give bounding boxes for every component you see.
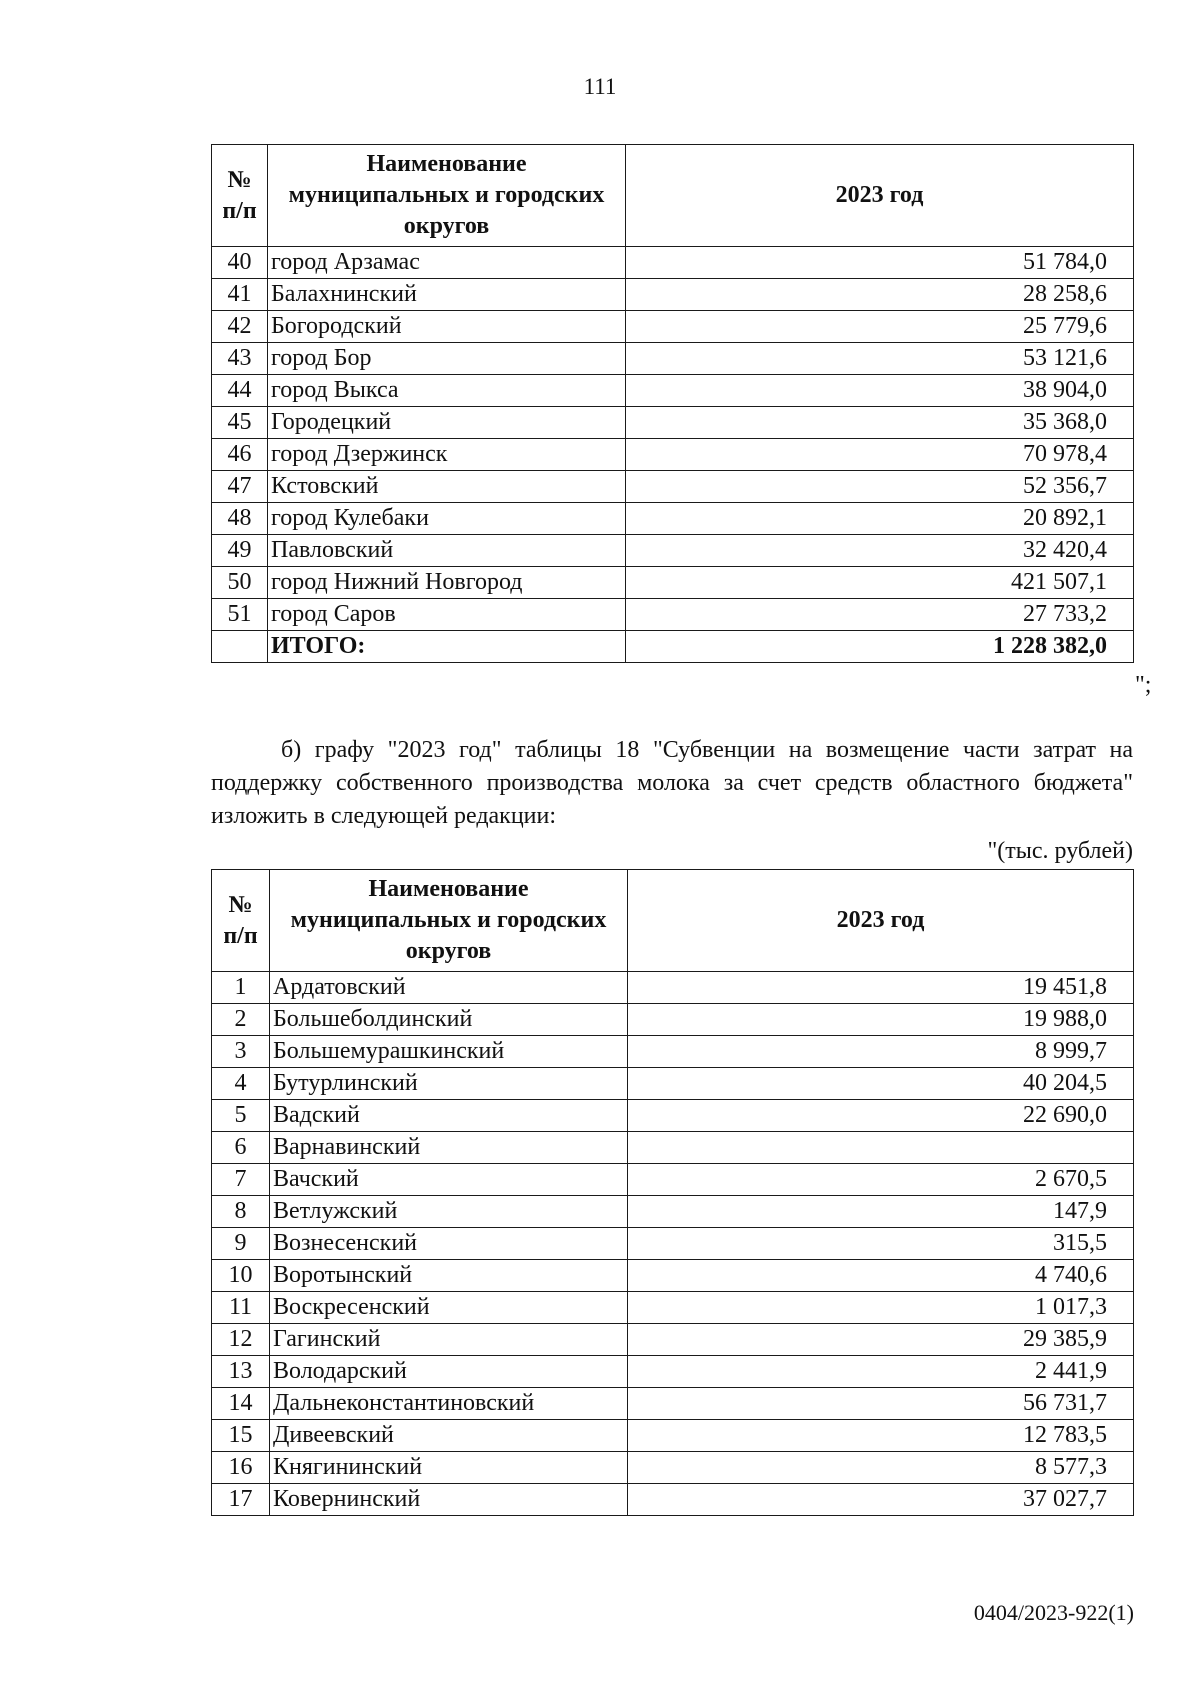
- table-row: [212, 311, 1134, 343]
- header-name: Наименование муниципальных и городских округов: [268, 145, 626, 247]
- row-number: 41: [212, 279, 268, 311]
- row-value: 53 121,6: [626, 343, 1134, 375]
- row-value: 20 892,1: [626, 503, 1134, 535]
- table-row: [212, 1004, 1134, 1036]
- page-number: 111: [583, 74, 617, 99]
- total-label: ИТОГО:: [268, 631, 626, 663]
- row-name: город Нижний Новгород: [268, 567, 626, 599]
- table-row: [212, 1164, 1134, 1196]
- table-row: [212, 343, 1134, 375]
- row-number: 42: [212, 311, 268, 343]
- table-row: [212, 503, 1134, 535]
- row-number: 7: [212, 1164, 270, 1196]
- row-name: город Бор: [268, 343, 626, 375]
- row-value: 37 027,7: [628, 1484, 1134, 1516]
- row-name: город Дзержинск: [268, 439, 626, 471]
- row-name: Бутурлинский: [270, 1068, 628, 1100]
- row-name: Дивеевский: [270, 1420, 628, 1452]
- row-value: 35 368,0: [626, 407, 1134, 439]
- row-name: Ветлужский: [270, 1196, 628, 1228]
- row-number: 1: [212, 972, 270, 1004]
- table-header-row: [212, 870, 1134, 972]
- row-value: 38 904,0: [626, 375, 1134, 407]
- row-number: 11: [212, 1292, 270, 1324]
- table-row: [212, 247, 1134, 279]
- row-value: 51 784,0: [626, 247, 1134, 279]
- row-value: 56 731,7: [628, 1388, 1134, 1420]
- table-row: [212, 1452, 1134, 1484]
- table-row: [212, 1324, 1134, 1356]
- table-row: [212, 567, 1134, 599]
- row-name: город Саров: [268, 599, 626, 631]
- row-name: город Выкса: [268, 375, 626, 407]
- row-number: 51: [212, 599, 268, 631]
- row-number: 49: [212, 535, 268, 567]
- row-value: 2 670,5: [628, 1164, 1134, 1196]
- row-name: Городецкий: [268, 407, 626, 439]
- row-number: 15: [212, 1420, 270, 1452]
- table-row: [212, 375, 1134, 407]
- row-value: 4 740,6: [628, 1260, 1134, 1292]
- table-row: [212, 1420, 1134, 1452]
- row-value: 25 779,6: [626, 311, 1134, 343]
- row-name: Гагинский: [270, 1324, 628, 1356]
- row-value: [628, 1132, 1134, 1164]
- row-value: 40 204,5: [628, 1068, 1134, 1100]
- row-name: город Арзамас: [268, 247, 626, 279]
- table-row: [212, 471, 1134, 503]
- row-number: 6: [212, 1132, 270, 1164]
- row-name: Ковернинский: [270, 1484, 628, 1516]
- table-row: [212, 1100, 1134, 1132]
- row-value: 8 999,7: [628, 1036, 1134, 1068]
- table-row: [212, 1292, 1134, 1324]
- row-name: город Кулебаки: [268, 503, 626, 535]
- table-row: [212, 1036, 1134, 1068]
- row-value: 19 451,8: [628, 972, 1134, 1004]
- row-value: 32 420,4: [626, 535, 1134, 567]
- row-name: Воскресенский: [270, 1292, 628, 1324]
- table-row: [212, 1068, 1134, 1100]
- total-row: [212, 631, 1134, 663]
- row-name: Богородский: [268, 311, 626, 343]
- header-name: Наименование муниципальных и городских округов: [270, 870, 628, 972]
- row-value: 29 385,9: [628, 1324, 1134, 1356]
- row-number: 17: [212, 1484, 270, 1516]
- row-name: Княгининский: [270, 1452, 628, 1484]
- row-value: 2 441,9: [628, 1356, 1134, 1388]
- total-number: [212, 631, 268, 663]
- row-number: 44: [212, 375, 268, 407]
- row-number: 12: [212, 1324, 270, 1356]
- row-name: Вознесенский: [270, 1228, 628, 1260]
- row-value: 12 783,5: [628, 1420, 1134, 1452]
- row-name: Павловский: [268, 535, 626, 567]
- row-value: 147,9: [628, 1196, 1134, 1228]
- table-milk-production-subsidies: [211, 869, 1134, 1516]
- row-number: 16: [212, 1452, 270, 1484]
- row-value: 52 356,7: [626, 471, 1134, 503]
- row-value: 1 017,3: [628, 1292, 1134, 1324]
- table-row: [212, 1356, 1134, 1388]
- row-value: 421 507,1: [626, 567, 1134, 599]
- row-number: 40: [212, 247, 268, 279]
- row-number: 50: [212, 567, 268, 599]
- table-row: [212, 535, 1134, 567]
- row-name: Большеболдинский: [270, 1004, 628, 1036]
- row-value: 19 988,0: [628, 1004, 1134, 1036]
- row-name: Володарский: [270, 1356, 628, 1388]
- table-row: [212, 439, 1134, 471]
- row-name: Воротынский: [270, 1260, 628, 1292]
- document-code: 0404/2023-922(1): [973, 1600, 1134, 1625]
- total-value: 1 228 382,0: [626, 631, 1134, 663]
- row-number: 8: [212, 1196, 270, 1228]
- table-row: [212, 1132, 1134, 1164]
- header-year: 2023 год: [628, 870, 1134, 972]
- row-number: 45: [212, 407, 268, 439]
- table-row: [212, 1388, 1134, 1420]
- row-name: Кстовский: [268, 471, 626, 503]
- row-number: 14: [212, 1388, 270, 1420]
- table-row: [212, 279, 1134, 311]
- table-header-row: [212, 145, 1134, 247]
- row-name: Балахнинский: [268, 279, 626, 311]
- table-row: [212, 407, 1134, 439]
- header-number: № п/п: [212, 145, 268, 247]
- row-name: Большемурашкинский: [270, 1036, 628, 1068]
- row-number: 47: [212, 471, 268, 503]
- row-value: 315,5: [628, 1228, 1134, 1260]
- closing-quote-mark: ";: [1135, 672, 1152, 698]
- row-number: 13: [212, 1356, 270, 1388]
- row-name: Вачский: [270, 1164, 628, 1196]
- row-number: 43: [212, 343, 268, 375]
- row-name: Дальнеконстантиновский: [270, 1388, 628, 1420]
- amendment-paragraph: б) графу "2023 год" таблицы 18 "Субвенции на возмещение части затрат на поддержку собственного производства молока за счет средств областного бюджета" изложить в следующей редакции:: [211, 737, 1133, 829]
- row-value: 70 978,4: [626, 439, 1134, 471]
- table-row: [212, 1484, 1134, 1516]
- header-number: № п/п: [212, 870, 270, 972]
- row-name: Ардатовский: [270, 972, 628, 1004]
- row-value: 22 690,0: [628, 1100, 1134, 1132]
- unit-note: "(тыс. рублей): [987, 838, 1133, 864]
- row-number: 3: [212, 1036, 270, 1068]
- row-name: Вадский: [270, 1100, 628, 1132]
- table-municipal-subsidies-1: [211, 144, 1134, 663]
- row-number: 2: [212, 1004, 270, 1036]
- row-number: 5: [212, 1100, 270, 1132]
- row-number: 10: [212, 1260, 270, 1292]
- row-number: 9: [212, 1228, 270, 1260]
- table-row: [212, 599, 1134, 631]
- table-row: [212, 972, 1134, 1004]
- table-row: [212, 1228, 1134, 1260]
- table-row: [212, 1260, 1134, 1292]
- row-value: 28 258,6: [626, 279, 1134, 311]
- row-value: 8 577,3: [628, 1452, 1134, 1484]
- row-value: 27 733,2: [626, 599, 1134, 631]
- row-number: 4: [212, 1068, 270, 1100]
- row-name: Варнавинский: [270, 1132, 628, 1164]
- row-number: 46: [212, 439, 268, 471]
- table-row: [212, 1196, 1134, 1228]
- header-year: 2023 год: [626, 145, 1134, 247]
- row-number: 48: [212, 503, 268, 535]
